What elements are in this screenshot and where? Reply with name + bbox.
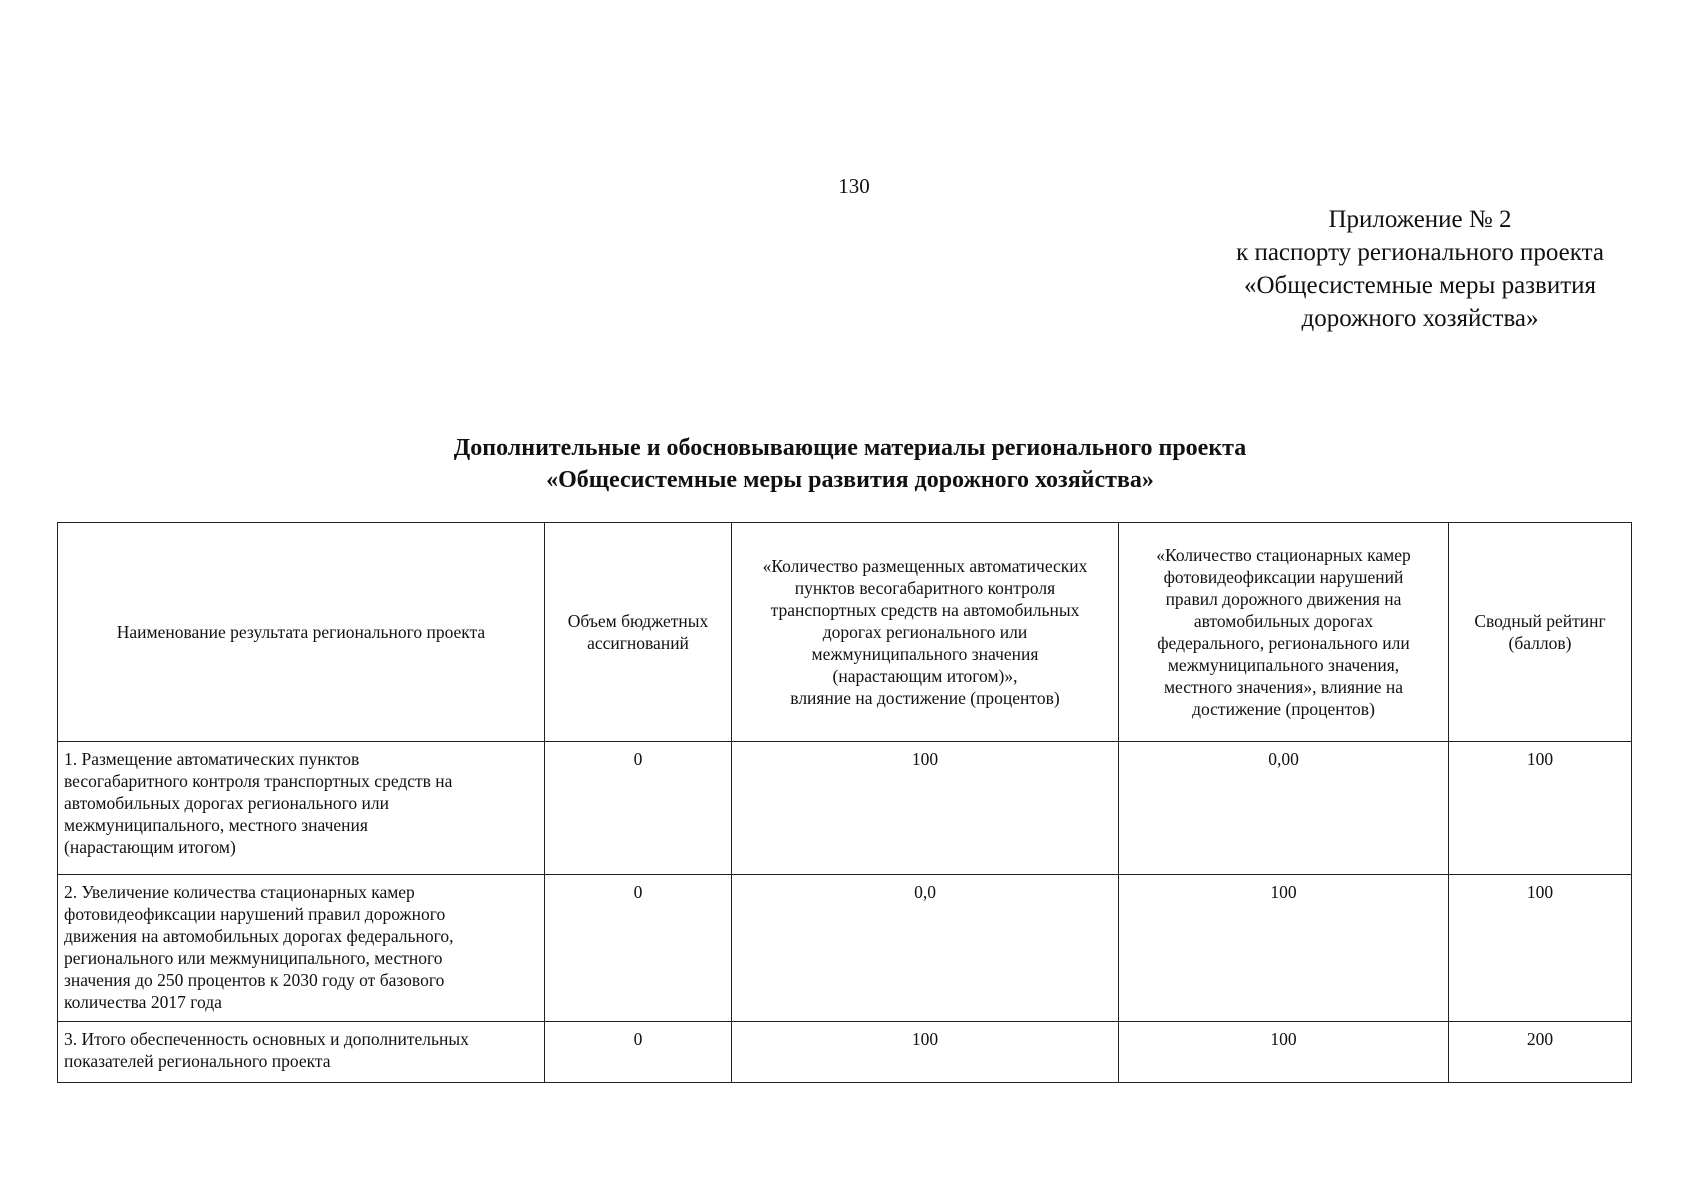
table-row <box>58 1022 1632 1083</box>
table-row <box>58 742 1632 875</box>
table-header-row <box>58 523 1632 742</box>
weight-control-cell: 100 <box>732 1022 1119 1083</box>
appendix-note <box>1190 203 1650 335</box>
materials-table <box>57 522 1632 1083</box>
appendix-line: Приложение № 2 <box>1328 206 1512 233</box>
appendix-line: дорожного хозяйства» <box>1301 305 1539 332</box>
budget-cell: 0 <box>545 1022 732 1083</box>
weight-control-cell: 100 <box>732 742 1119 875</box>
result-name-cell: 3. Итого обеспеченность основных и дополнительных показателей регионального проекта <box>58 1022 545 1083</box>
document-title-line-1: Дополнительные и обосновывающие материалы регионального проекта <box>453 435 1247 461</box>
rating-cell: 200 <box>1449 1022 1632 1083</box>
result-name-cell: 1. Размещение автоматических пунктов весогабаритного контроля транспортных средств на автомобильных дорогах регионального или межмуниципального, местного значения (нарастающим итогом) <box>58 742 545 875</box>
rating-cell: 100 <box>1449 875 1632 1022</box>
header-traffic-cameras: «Количество стационарных камер фотовидеофиксации нарушений правил дорожного движения на автомобильных дорогах федерального, регионального или межмуниципального значения, местного значения», влияние на достижение (процентов) <box>1119 523 1449 742</box>
header-summary-rating: Сводный рейтинг (баллов) <box>1449 523 1632 742</box>
table-row <box>58 875 1632 1022</box>
cameras-cell: 0,00 <box>1119 742 1449 875</box>
appendix-line: к паспорту регионального проекта <box>1236 239 1604 266</box>
page-number: 130 <box>838 174 870 198</box>
weight-control-cell: 0,0 <box>732 875 1119 1022</box>
budget-cell: 0 <box>545 875 732 1022</box>
budget-cell: 0 <box>545 742 732 875</box>
appendix-line: «Общесистемные меры развития <box>1243 272 1597 299</box>
header-weight-control-points: «Количество размещенных автоматических пунктов весогабаритного контроля транспортных средств на автомобильных дорогах регионального или межмуниципального значения (нарастающим итогом)», влияние на достижение (процентов) <box>732 523 1119 742</box>
cameras-cell: 100 <box>1119 875 1449 1022</box>
document-title <box>200 432 1500 496</box>
document-title-line-2: «Общесистемные меры развития дорожного хозяйства» <box>546 467 1154 493</box>
rating-cell: 100 <box>1449 742 1632 875</box>
header-result-name: Наименование результата регионального проекта <box>58 523 545 742</box>
header-budget: Объем бюджетных ассигнований <box>545 523 732 742</box>
cameras-cell: 100 <box>1119 1022 1449 1083</box>
result-name-cell: 2. Увеличение количества стационарных камер фотовидеофиксации нарушений правил дорожного движения на автомобильных дорогах федерального, регионального или межмуниципального, местного значения до 250 процентов к 2030 году от базового количества 2017 года <box>58 875 545 1022</box>
